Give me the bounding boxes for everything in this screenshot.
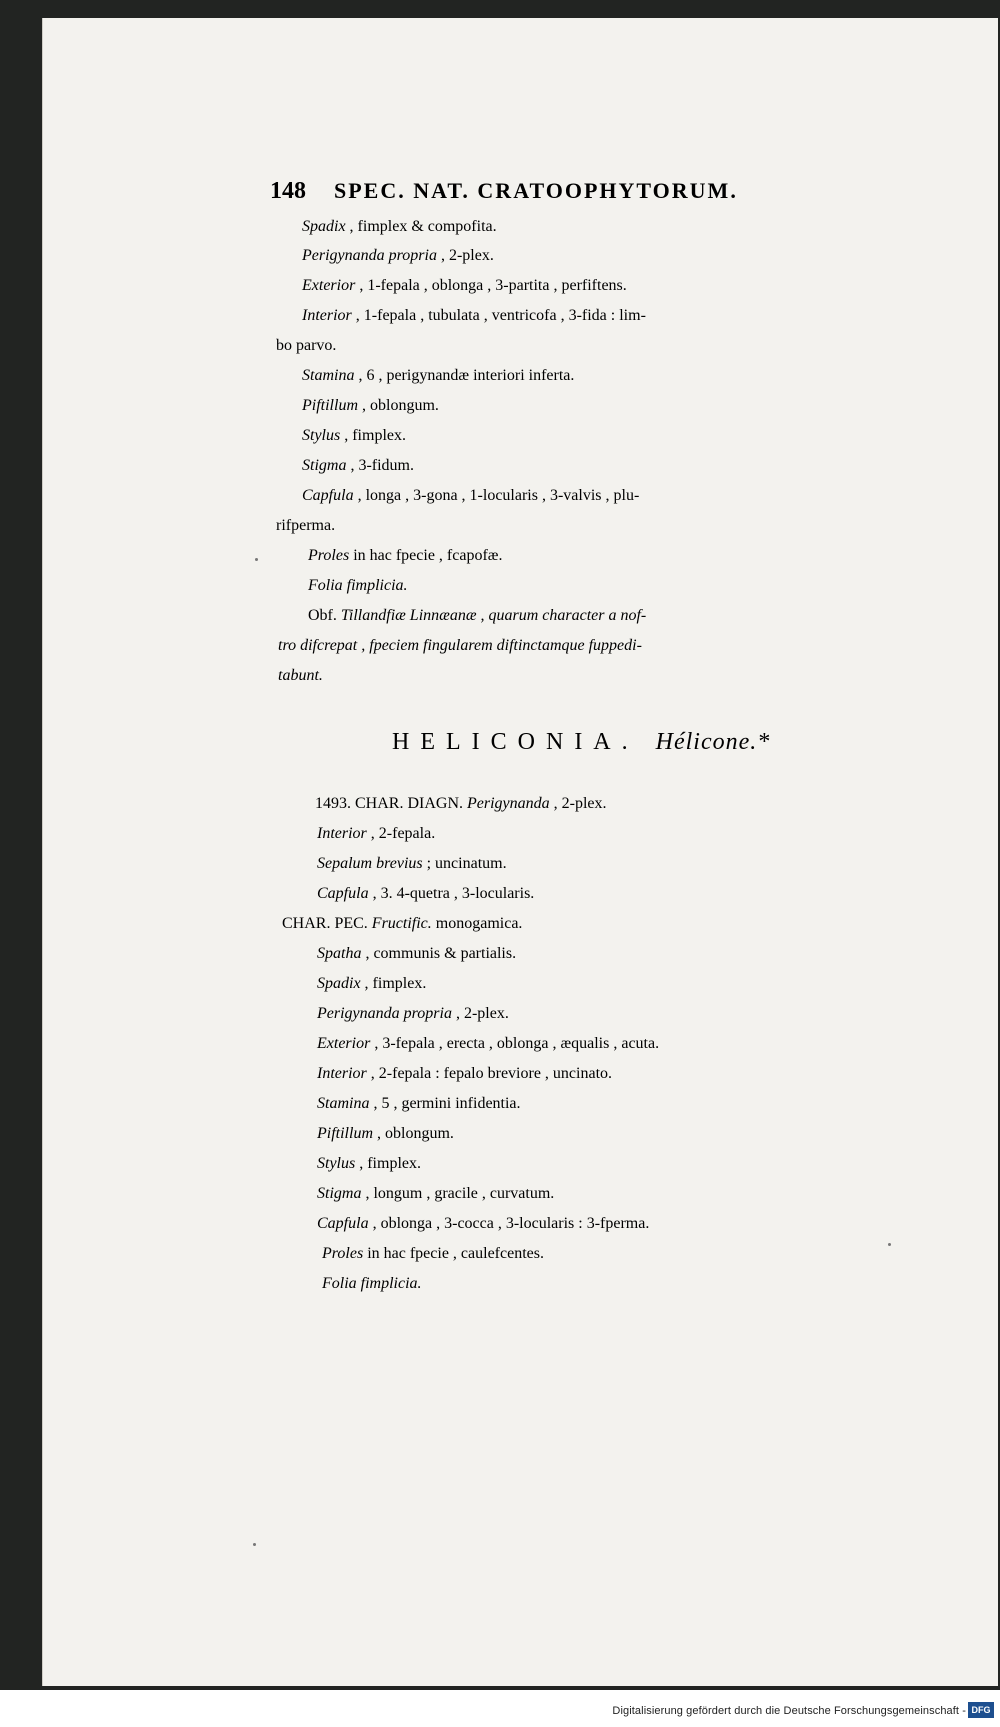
term: Sepalum brevius — [317, 855, 423, 872]
description: , longum , gracile , curvatum. — [361, 1185, 555, 1202]
page-number: 148 — [270, 178, 306, 204]
description: , 2-plex. — [549, 795, 607, 812]
observation-line — [278, 637, 642, 655]
term: Stylus — [317, 1155, 356, 1172]
term: Stamina — [302, 367, 355, 384]
book-page — [42, 18, 998, 1686]
term: Spadix — [302, 218, 346, 235]
text-line — [317, 1005, 509, 1023]
running-header — [270, 178, 738, 205]
running-title: SPEC. NAT. CRATOOPHYTORUM. — [334, 178, 738, 203]
description: , oblongum. — [373, 1125, 454, 1142]
diagnosis-heading — [315, 795, 607, 813]
text-line — [317, 885, 534, 903]
description: , 6 , perigynandæ interiori inferta. — [354, 367, 575, 384]
text-line — [317, 975, 426, 993]
description: , oblonga , 3-cocca , 3-locularis : 3-fperma. — [368, 1215, 650, 1232]
description: , 3-fidum. — [346, 457, 414, 474]
genus-name: HELICONIA. — [392, 729, 639, 755]
text-line — [317, 1035, 659, 1053]
term: Piftillum — [302, 397, 358, 414]
obs-prefix: Obf. — [308, 607, 341, 624]
page-speck — [253, 1543, 256, 1546]
text-line — [302, 307, 646, 325]
text-line — [322, 1245, 544, 1263]
term: Exterior — [302, 277, 356, 294]
description: , 1-fepala , tubulata , ventricofa , 3-fida : lim- — [351, 307, 646, 324]
term: Spadix — [317, 975, 361, 992]
text-line — [302, 487, 639, 505]
description: in hac fpecie , caulefcentes. — [363, 1245, 544, 1262]
text-line — [302, 218, 497, 236]
term: Stamina — [317, 1095, 370, 1112]
description: , 2-plex. — [451, 1005, 509, 1022]
description: , 2-plex. — [436, 247, 494, 264]
description: rifperma. — [276, 517, 336, 534]
description: , fimplex & compofita. — [345, 218, 497, 235]
page-speck — [255, 558, 258, 561]
observation-line — [308, 607, 646, 625]
text-line — [317, 1125, 454, 1143]
description: bo parvo. — [276, 337, 337, 354]
text-line — [317, 1155, 421, 1173]
obs-text: tro difcrepat , fpeciem fingularem diftinctamque fuppedi- — [278, 637, 642, 654]
text-line — [302, 247, 494, 265]
description: , oblongum. — [358, 397, 439, 414]
obs-text: Tillandfiæ Linnæanæ , quarum character a nof- — [340, 607, 647, 624]
text-line — [322, 1275, 422, 1293]
text-line — [302, 397, 439, 415]
description: , fimplex. — [340, 427, 406, 444]
term: Perigynanda — [467, 795, 550, 812]
text-line — [317, 1185, 554, 1203]
term: Capfula — [302, 487, 354, 504]
description: , 2-fepala. — [366, 825, 436, 842]
text-line — [302, 427, 406, 445]
text-line — [317, 825, 435, 843]
term: Capfula — [317, 1215, 369, 1232]
text-line — [317, 1215, 649, 1233]
text-line — [317, 1095, 521, 1113]
text-line — [308, 577, 408, 595]
term: Proles — [308, 547, 350, 564]
char-label: CHAR. PEC. — [282, 915, 368, 932]
term: Interior — [302, 307, 352, 324]
text-line — [308, 547, 502, 565]
text-line — [276, 337, 336, 355]
text-line — [317, 945, 516, 963]
term: Spatha — [317, 945, 362, 962]
description: , 2-fepala : fepalo breviore , uncinato. — [366, 1065, 613, 1082]
term: Folia fimplicia. — [322, 1275, 422, 1292]
text-line — [302, 457, 414, 475]
section-heading — [392, 729, 770, 756]
text-line — [317, 855, 507, 873]
character-heading — [282, 915, 522, 933]
page-speck — [888, 1243, 891, 1246]
term: Capfula — [317, 885, 369, 902]
description: , 3-fepala , erecta , oblonga , æqualis , acuta. — [370, 1035, 660, 1052]
observation-line — [278, 667, 323, 685]
term: Perigynanda propria — [317, 1005, 452, 1022]
term: Stigma — [302, 457, 347, 474]
digitization-credit: Digitalisierung gefördert durch die Deutsche Forschungsgemeinschaft - — [612, 1705, 966, 1717]
term: Exterior — [317, 1035, 371, 1052]
text-line — [302, 367, 574, 385]
term: Proles — [322, 1245, 364, 1262]
description: , communis & partialis. — [361, 945, 517, 962]
term: Fructific. — [371, 915, 432, 932]
entry-number: 1493. — [315, 795, 351, 812]
term: Interior — [317, 825, 367, 842]
char-label: CHAR. DIAGN. — [355, 795, 463, 812]
term: Stigma — [317, 1185, 362, 1202]
text-line — [276, 517, 335, 535]
term: Folia fimplicia. — [308, 577, 408, 594]
term: Stylus — [302, 427, 341, 444]
dfg-logo[interactable]: DFG — [968, 1702, 994, 1718]
description: , longa , 3-gona , 1-locularis , 3-valvis , plu- — [353, 487, 640, 504]
description: , 1-fepala , oblonga , 3-partita , perfiftens. — [355, 277, 627, 294]
term: Perigynanda propria — [302, 247, 437, 264]
description: , fimplex. — [360, 975, 427, 992]
term: Interior — [317, 1065, 367, 1082]
description: , 5 , germini infidentia. — [369, 1095, 521, 1112]
text-line — [317, 1065, 612, 1083]
description: in hac fpecie , fcapofæ. — [349, 547, 503, 564]
vernacular-name: Hélicone.* — [655, 729, 771, 755]
description: , 3. 4-quetra , 3-locularis. — [368, 885, 535, 902]
obs-text: tabunt. — [278, 667, 323, 684]
description: ; uncinatum. — [422, 855, 507, 872]
description: monogamica. — [431, 915, 523, 932]
text-line — [302, 277, 627, 295]
term: Piftillum — [317, 1125, 373, 1142]
description: , fimplex. — [355, 1155, 421, 1172]
